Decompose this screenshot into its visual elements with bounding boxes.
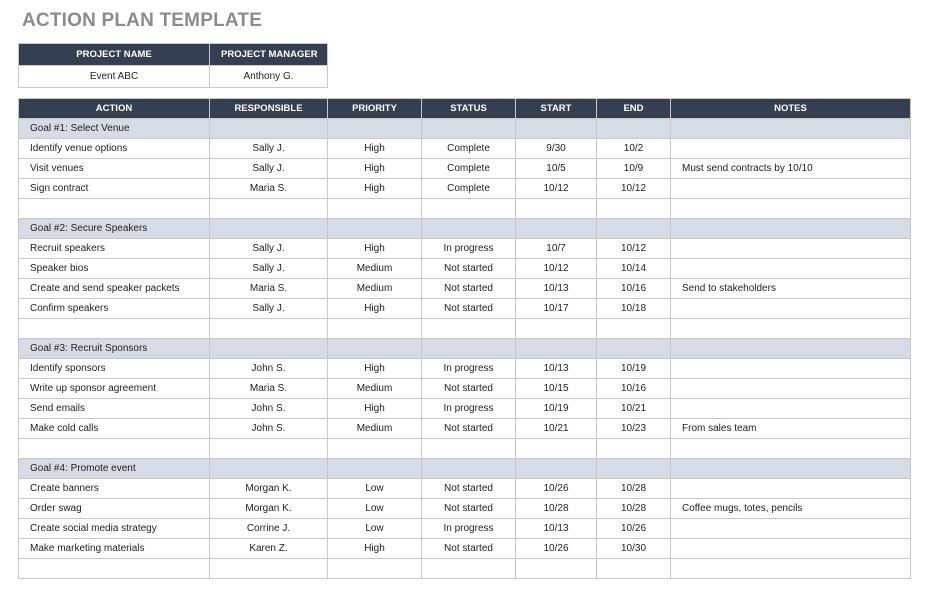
goal-empty-cell[interactable]	[328, 339, 422, 359]
project-manager-cell[interactable]: Anthony G.	[210, 66, 328, 88]
notes-header: NOTES	[671, 99, 911, 119]
end-cell[interactable]: 10/12	[597, 179, 671, 199]
start-cell[interactable]: 10/13	[516, 359, 597, 379]
goal-empty-cell[interactable]	[671, 119, 911, 139]
status-cell[interactable]: Not started	[422, 279, 516, 299]
project-name-header: PROJECT NAME	[19, 44, 210, 66]
end-cell[interactable]: 10/21	[597, 399, 671, 419]
notes-cell[interactable]	[671, 379, 911, 399]
table-row	[19, 299, 911, 319]
action-cell[interactable]: Recruit speakers	[19, 239, 210, 259]
start-cell[interactable]: 10/26	[516, 539, 597, 559]
priority-cell[interactable]: High	[328, 159, 422, 179]
priority-cell[interactable]: Low	[328, 499, 422, 519]
start-cell[interactable]: 9/30	[516, 139, 597, 159]
goal-empty-cell[interactable]	[671, 339, 911, 359]
status-cell[interactable]: In progress	[422, 359, 516, 379]
end-header: END	[597, 99, 671, 119]
status-cell[interactable]: Not started	[422, 419, 516, 439]
end-cell[interactable]: 10/9	[597, 159, 671, 179]
action-cell[interactable]: Make marketing materials	[19, 539, 210, 559]
empty-cell[interactable]	[422, 319, 516, 339]
action-cell[interactable]: Order swag	[19, 499, 210, 519]
action-cell[interactable]: Send emails	[19, 399, 210, 419]
start-cell[interactable]: 10/13	[516, 279, 597, 299]
priority-cell[interactable]: High	[328, 299, 422, 319]
notes-cell[interactable]	[671, 179, 911, 199]
table-row	[19, 419, 911, 439]
goal-row	[19, 219, 911, 239]
empty-cell[interactable]	[328, 559, 422, 579]
priority-cell[interactable]: High	[328, 399, 422, 419]
start-cell[interactable]: 10/28	[516, 499, 597, 519]
empty-cell[interactable]	[328, 319, 422, 339]
table-row	[19, 499, 911, 519]
end-cell[interactable]: 10/28	[597, 499, 671, 519]
start-cell[interactable]: 10/15	[516, 379, 597, 399]
blank-row	[19, 439, 911, 459]
end-cell[interactable]: 10/26	[597, 519, 671, 539]
empty-cell[interactable]	[671, 559, 911, 579]
goal-label[interactable]: Goal #3: Recruit Sponsors	[19, 339, 210, 359]
project-info-table	[18, 43, 328, 88]
empty-cell[interactable]	[19, 199, 210, 219]
project-name-cell[interactable]: Event ABC	[19, 66, 210, 88]
goal-empty-cell[interactable]	[328, 219, 422, 239]
empty-cell[interactable]	[671, 319, 911, 339]
responsible-cell[interactable]: Sally J.	[210, 259, 328, 279]
priority-cell[interactable]: Medium	[328, 259, 422, 279]
responsible-cell[interactable]: Maria S.	[210, 279, 328, 299]
notes-cell[interactable]	[671, 519, 911, 539]
responsible-cell[interactable]: Morgan K.	[210, 499, 328, 519]
goal-label[interactable]: Goal #4: Promote event	[19, 459, 210, 479]
table-row	[19, 519, 911, 539]
responsible-cell[interactable]: John S.	[210, 359, 328, 379]
notes-cell[interactable]	[671, 359, 911, 379]
end-cell[interactable]: 10/16	[597, 379, 671, 399]
action-cell[interactable]: Visit venues	[19, 159, 210, 179]
project-header-row	[19, 44, 328, 66]
table-row	[19, 539, 911, 559]
goal-empty-cell[interactable]	[328, 459, 422, 479]
status-cell[interactable]: Complete	[422, 179, 516, 199]
status-header: STATUS	[422, 99, 516, 119]
priority-cell[interactable]: Low	[328, 479, 422, 499]
table-row	[19, 379, 911, 399]
empty-cell[interactable]	[597, 319, 671, 339]
priority-cell[interactable]: Medium	[328, 419, 422, 439]
goal-empty-cell[interactable]	[210, 459, 328, 479]
empty-cell[interactable]	[516, 319, 597, 339]
status-cell[interactable]: Not started	[422, 259, 516, 279]
status-cell[interactable]: Complete	[422, 139, 516, 159]
page-title: ACTION PLAN TEMPLATE	[22, 10, 263, 31]
action-table-body	[19, 119, 911, 579]
empty-cell[interactable]	[19, 439, 210, 459]
start-cell[interactable]: 10/12	[516, 259, 597, 279]
goal-empty-cell[interactable]	[422, 119, 516, 139]
priority-cell[interactable]: Medium	[328, 279, 422, 299]
start-header: START	[516, 99, 597, 119]
priority-cell[interactable]: High	[328, 139, 422, 159]
goal-empty-cell[interactable]	[516, 339, 597, 359]
priority-header: PRIORITY	[328, 99, 422, 119]
empty-cell[interactable]	[210, 319, 328, 339]
empty-cell[interactable]	[422, 559, 516, 579]
goal-empty-cell[interactable]	[328, 119, 422, 139]
start-cell[interactable]: 10/5	[516, 159, 597, 179]
goal-empty-cell[interactable]	[597, 219, 671, 239]
empty-cell[interactable]	[597, 439, 671, 459]
end-cell[interactable]: 10/2	[597, 139, 671, 159]
responsible-cell[interactable]: Sally J.	[210, 239, 328, 259]
responsible-cell[interactable]: John S.	[210, 399, 328, 419]
project-values-row	[19, 66, 328, 88]
action-cell[interactable]: Sign contract	[19, 179, 210, 199]
goal-empty-cell[interactable]	[422, 459, 516, 479]
end-cell[interactable]: 10/30	[597, 539, 671, 559]
notes-cell[interactable]	[671, 259, 911, 279]
empty-cell[interactable]	[516, 439, 597, 459]
start-cell[interactable]: 10/21	[516, 419, 597, 439]
responsible-cell[interactable]: Sally J.	[210, 299, 328, 319]
notes-cell[interactable]	[671, 299, 911, 319]
table-row	[19, 399, 911, 419]
action-cell[interactable]: Create and send speaker packets	[19, 279, 210, 299]
end-cell[interactable]: 10/18	[597, 299, 671, 319]
responsible-cell[interactable]: Sally J.	[210, 139, 328, 159]
notes-cell[interactable]	[671, 139, 911, 159]
goal-empty-cell[interactable]	[210, 119, 328, 139]
responsible-header: RESPONSIBLE	[210, 99, 328, 119]
notes-cell[interactable]	[671, 539, 911, 559]
priority-cell[interactable]: Low	[328, 519, 422, 539]
empty-cell[interactable]	[422, 439, 516, 459]
status-cell[interactable]: Not started	[422, 299, 516, 319]
goal-empty-cell[interactable]	[597, 339, 671, 359]
end-cell[interactable]: 10/19	[597, 359, 671, 379]
priority-cell[interactable]: Medium	[328, 379, 422, 399]
start-cell[interactable]: 10/13	[516, 519, 597, 539]
action-cell[interactable]: Create banners	[19, 479, 210, 499]
goal-row	[19, 119, 911, 139]
goal-empty-cell[interactable]	[516, 219, 597, 239]
goal-empty-cell[interactable]	[597, 459, 671, 479]
start-cell[interactable]: 10/19	[516, 399, 597, 419]
end-cell[interactable]: 10/12	[597, 239, 671, 259]
end-cell[interactable]: 10/14	[597, 259, 671, 279]
status-cell[interactable]: Not started	[422, 499, 516, 519]
priority-cell[interactable]: High	[328, 359, 422, 379]
notes-cell[interactable]: Coffee mugs, totes, pencils	[671, 499, 911, 519]
goal-label[interactable]: Goal #2: Secure Speakers	[19, 219, 210, 239]
notes-cell[interactable]: Must send contracts by 10/10	[671, 159, 911, 179]
goal-label[interactable]: Goal #1: Select Venue	[19, 119, 210, 139]
action-cell[interactable]: Make cold calls	[19, 419, 210, 439]
blank-row	[19, 319, 911, 339]
start-cell[interactable]: 10/12	[516, 179, 597, 199]
action-cell[interactable]: Identify venue options	[19, 139, 210, 159]
table-row	[19, 359, 911, 379]
empty-cell[interactable]	[210, 439, 328, 459]
status-cell[interactable]: In progress	[422, 519, 516, 539]
goal-empty-cell[interactable]	[671, 459, 911, 479]
notes-cell[interactable]: From sales team	[671, 419, 911, 439]
priority-cell[interactable]: High	[328, 239, 422, 259]
goal-empty-cell[interactable]	[422, 339, 516, 359]
end-cell[interactable]: 10/23	[597, 419, 671, 439]
table-row	[19, 259, 911, 279]
responsible-cell[interactable]: Morgan K.	[210, 479, 328, 499]
table-row	[19, 239, 911, 259]
action-cell[interactable]: Create social media strategy	[19, 519, 210, 539]
start-cell[interactable]: 10/26	[516, 479, 597, 499]
priority-cell[interactable]: High	[328, 179, 422, 199]
empty-cell[interactable]	[19, 559, 210, 579]
start-cell[interactable]: 10/17	[516, 299, 597, 319]
status-cell[interactable]: Not started	[422, 379, 516, 399]
action-table	[18, 98, 911, 579]
notes-cell[interactable]: Send to stakeholders	[671, 279, 911, 299]
end-cell[interactable]: 10/28	[597, 479, 671, 499]
notes-cell[interactable]	[671, 479, 911, 499]
goal-empty-cell[interactable]	[516, 119, 597, 139]
goal-row	[19, 459, 911, 479]
action-cell[interactable]: Speaker bios	[19, 259, 210, 279]
action-cell[interactable]: Identify sponsors	[19, 359, 210, 379]
responsible-cell[interactable]: Sally J.	[210, 159, 328, 179]
blank-row	[19, 199, 911, 219]
responsible-cell[interactable]: John S.	[210, 419, 328, 439]
table-row	[19, 179, 911, 199]
end-cell[interactable]: 10/16	[597, 279, 671, 299]
empty-cell[interactable]	[597, 559, 671, 579]
goal-empty-cell[interactable]	[671, 219, 911, 239]
empty-cell[interactable]	[328, 439, 422, 459]
empty-cell[interactable]	[597, 199, 671, 219]
priority-cell[interactable]: High	[328, 539, 422, 559]
action-cell[interactable]: Write up sponsor agreement	[19, 379, 210, 399]
goal-empty-cell[interactable]	[516, 459, 597, 479]
responsible-cell[interactable]: Maria S.	[210, 379, 328, 399]
status-cell[interactable]: Complete	[422, 159, 516, 179]
blank-row	[19, 559, 911, 579]
status-cell[interactable]: In progress	[422, 399, 516, 419]
notes-cell[interactable]	[671, 239, 911, 259]
empty-cell[interactable]	[516, 559, 597, 579]
table-row	[19, 159, 911, 179]
project-manager-header: PROJECT MANAGER	[210, 44, 328, 66]
status-cell[interactable]: Not started	[422, 479, 516, 499]
status-cell[interactable]: Not started	[422, 539, 516, 559]
action-header: ACTION	[19, 99, 210, 119]
goal-empty-cell[interactable]	[597, 119, 671, 139]
goal-row	[19, 339, 911, 359]
goal-empty-cell[interactable]	[210, 219, 328, 239]
goal-empty-cell[interactable]	[422, 219, 516, 239]
responsible-cell[interactable]: Karen Z.	[210, 539, 328, 559]
status-cell[interactable]: In progress	[422, 239, 516, 259]
empty-cell[interactable]	[210, 199, 328, 219]
empty-cell[interactable]	[516, 199, 597, 219]
table-row	[19, 139, 911, 159]
empty-cell[interactable]	[671, 439, 911, 459]
goal-empty-cell[interactable]	[210, 339, 328, 359]
empty-cell[interactable]	[328, 199, 422, 219]
notes-cell[interactable]	[671, 399, 911, 419]
responsible-cell[interactable]: Maria S.	[210, 179, 328, 199]
table-row	[19, 479, 911, 499]
start-cell[interactable]: 10/7	[516, 239, 597, 259]
action-cell[interactable]: Confirm speakers	[19, 299, 210, 319]
responsible-cell[interactable]: Corrine J.	[210, 519, 328, 539]
table-row	[19, 279, 911, 299]
action-header-row	[19, 99, 911, 119]
empty-cell[interactable]	[210, 559, 328, 579]
empty-cell[interactable]	[422, 199, 516, 219]
empty-cell[interactable]	[671, 199, 911, 219]
empty-cell[interactable]	[19, 319, 210, 339]
